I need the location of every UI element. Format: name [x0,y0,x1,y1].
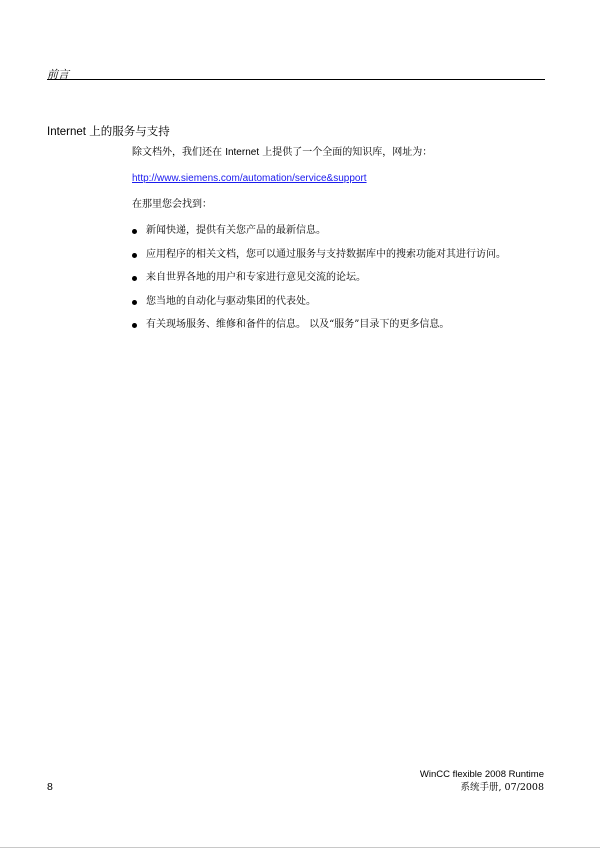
list-item [132,295,552,309]
intro-prefix: 除文档外，我们还在 [132,147,226,158]
intro-paragraph [132,146,552,160]
page-number: 8 [47,781,53,793]
list-item-text: 来自世界各地的用户和专家进行意见交流的论坛。 [146,272,366,283]
bullet-icon [132,253,137,258]
bullet-icon [132,323,137,328]
page-bottom-rule [0,847,600,848]
list-item-text: 有关现场服务、维修和备件的信息。 以及“服务”目录下的更多信息。 [146,319,450,330]
lead-in-paragraph: 在那里您会找到： [132,199,212,210]
section-heading: Internet 上的服务与支持 [47,126,170,138]
list-item [132,248,552,262]
list-item [132,318,552,332]
support-link[interactable]: http://www.siemens.com/automation/service&support [132,173,367,184]
bullet-icon [132,276,137,281]
running-header-title: 前言 [47,68,69,81]
list-item-text: 应用程序的相关文档，您可以通过服务与支持数据库中的搜索功能对其进行访问。 [146,248,506,260]
bullet-list [132,224,552,332]
bullet-icon [132,229,137,234]
list-item [132,271,552,285]
intro-term: Internet [225,147,260,158]
intro-suffix: 上提供了一个全面的知识库，网址为： [259,147,433,158]
header-rule [47,79,545,80]
list-item-text: 您当地的自动化与驱动集团的代表处。 [146,295,316,307]
footer-info [420,768,544,794]
link-paragraph [132,172,552,186]
section-body [132,146,552,342]
list-item [132,224,552,238]
footer-product-name: WinCC flexible 2008 Runtime [419,769,544,780]
bullet-icon [132,300,137,305]
footer-document-info: 系统手册, 07/2008 [460,782,544,793]
list-item-text: 新闻快递，提供有关您产品的最新信息。 [146,225,326,236]
